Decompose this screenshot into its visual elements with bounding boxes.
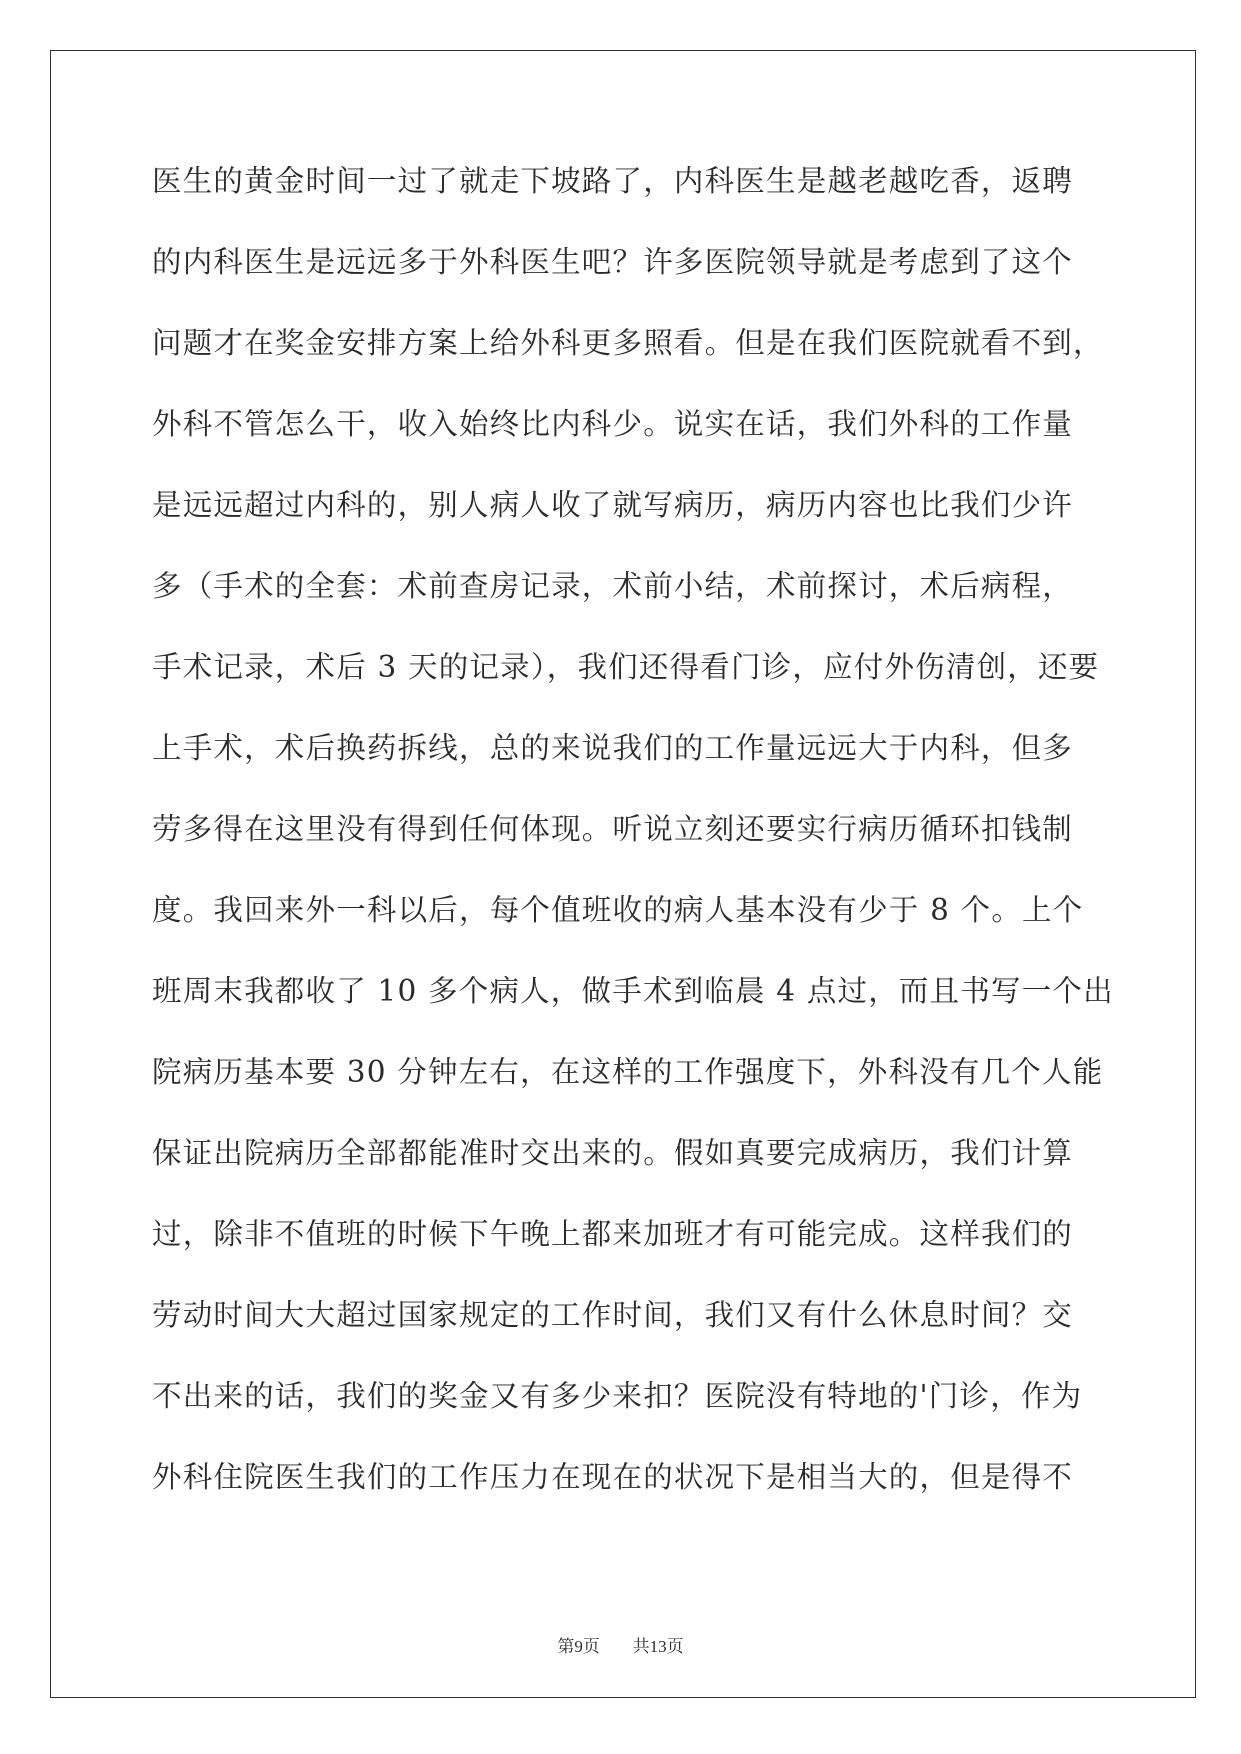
text-line: 外科不管怎么干，收入始终比内科少。说实在话，我们外科的工作量 bbox=[152, 407, 1074, 441]
text-line: 多（手术的全套：术前查房记录，术前小结，术前探讨，术后病程， bbox=[152, 569, 1074, 603]
text-line: 不出来的话，我们的奖金又有多少来扣？医院没有特地的'门诊，作为 bbox=[152, 1379, 1083, 1413]
text-line: 外科住院医生我们的工作压力在现在的状况下是相当大的，但是得不 bbox=[152, 1460, 1074, 1494]
total-prefix: 共 bbox=[632, 1637, 650, 1657]
text-line: 医生的黄金时间一过了就走下坡路了，内科医生是越老越吃香，返聘 bbox=[152, 164, 1074, 198]
text-line: 院病历基本要 30 分钟左右，在这样的工作强度下，外科没有几个人能 bbox=[152, 1055, 1104, 1089]
text-line: 上手术，术后换药拆线，总的来说我们的工作量远远大于内科，但多 bbox=[152, 731, 1074, 765]
text-line: 保证出院病历全部都能准时交出来的。假如真要完成病历，我们计算 bbox=[152, 1136, 1074, 1170]
page-prefix: 第 bbox=[557, 1637, 575, 1657]
total-suffix: 页 bbox=[666, 1637, 684, 1657]
page-number: 9 bbox=[574, 1637, 583, 1656]
text-line: 劳多得在这里没有得到任何体现。听说立刻还要实行病历循环扣钱制 bbox=[152, 812, 1074, 846]
page-footer bbox=[0, 1636, 1241, 1658]
text-line: 过，除非不值班的时候下午晚上都来加班才有可能完成。这样我们的 bbox=[152, 1217, 1074, 1251]
page-indicator bbox=[557, 1637, 605, 1657]
total-pages: 13 bbox=[649, 1637, 667, 1656]
text-line: 班周末我都收了 10 多个病人，做手术到临晨 4 点过，而且书写一个出 bbox=[152, 974, 1114, 1008]
text-line: 劳动时间大大超过国家规定的工作时间，我们又有什么休息时间？交 bbox=[152, 1298, 1074, 1332]
text-line: 问题才在奖金安排方案上给外科更多照看。但是在我们医院就看不到， bbox=[152, 326, 1104, 360]
text-line: 的内科医生是远远多于外科医生吧？许多医院领导就是考虑到了这个 bbox=[152, 245, 1074, 279]
body-text bbox=[152, 163, 1114, 1540]
text-line: 度。我回来外一科以后，每个值班收的病人基本没有少于 8 个。上个 bbox=[152, 893, 1084, 927]
page-suffix: 页 bbox=[582, 1637, 600, 1657]
total-pages-indicator bbox=[627, 1637, 683, 1657]
text-line: 手术记录，术后 3 天的记录），我们还得看门诊，应付外伤清创，还要 bbox=[152, 650, 1100, 684]
text-line: 是远远超过内科的，别人病人收了就写病历，病历内容也比我们少许 bbox=[152, 488, 1074, 522]
